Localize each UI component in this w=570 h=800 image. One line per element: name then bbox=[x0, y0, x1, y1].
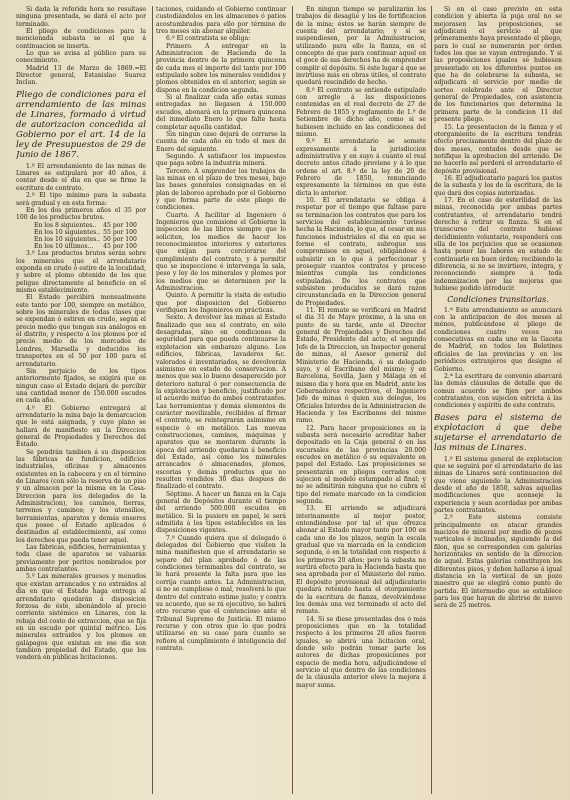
paragraph: Si al finalizar cada año estas sumas entregadas no llegasen á 150.000 escudos, abonará en la primera quincena del inmediato Enero lo que falte hasta completar aquella cantidad. bbox=[156, 94, 286, 131]
paragraph: Segundo. A satisfacer los impuestos que paga sobre la industria minera. bbox=[156, 152, 286, 168]
paragraph: 7.º Cuando quiera que el delegado ó delegados del Gobierno que visiten la mina manifiesten que el arrendatario se separe del plan aprobado ó de las condiciones terminantes del contrato, se le hará presente la falta para que las corrija cuanto antes. La Administracion, si no se cumpliese ó mal, resolverá lo que dentro del contrato estime justo; y contra su acuerdo, que se rá ejecutivo, no habrá otro recurso que el contencioso ante el Tribunal Supremo de Justicia. El mismo recurso y con otros que lo que podrá utilizarse en su caso para cuanto se refiere al cumplimiento é inteligencia del contrato. bbox=[156, 534, 286, 652]
schedule-value: 45 por 100 bbox=[103, 243, 137, 251]
paragraph: 1.º El sistema general de explotacion que se seguirá por el arrendatario de las minas de Linares será continuacion del que viene siguiendo la Administracion desde el año de 1850, salvas aquellas modificaciones que aconseje la experiencia y sean acordadas por ambas partes contratantes. bbox=[434, 455, 562, 514]
paragraph: 16. El adjudicatario pagará los gastos de la subasta y los de la escritura, de la que dará dos copias autorizadas. bbox=[434, 174, 562, 197]
paragraph: El pliego de condiciones para la mencionada subasta se el que á continuacion se inserta. bbox=[16, 28, 146, 50]
schedule-row bbox=[34, 243, 140, 250]
paragraph: 8.º El contrato se entiende estipulado con arreglo á las disposiciones contenidas en el real decreto de 27 de Febrero de 1855 y reglamento de 1.º de Setiembre de dicho año, como si se hubiesen incluido en las condiciones del mismo. bbox=[296, 86, 426, 138]
rate-schedule bbox=[34, 222, 140, 251]
column-rule bbox=[292, 6, 293, 794]
column-2 bbox=[156, 6, 286, 796]
paragraph: 2.º El tipo mínimo para la subasta será gradual y en esta forma: bbox=[16, 192, 146, 207]
paragraph: Cuarto. A facilitar al Ingeniero ó Ingenieros que comisione el Gobierno la inspeccion de las libros siempre que lo soliciten, los medios de hacer los reconocimientos interiores y exteriores que exijan para cerciorarse del cumplimiento del contrato, y á permitir que se inspeccione é intervenga la sala, peso y ley de los minerales y plomos por los medios que se determinen por la Administracion. bbox=[156, 211, 286, 293]
paragraph: 12. Para hacer proposiciones en la subasta será necesario acreditar haber depositado en la Caja general ó en las sucursales de las provincias 20.000 escudos en metálico ó su equivalente en papel del Estado. Las proposiciones se presentarán en pliegos cerrados con sujecion al modelo estampado al final; y no se admitirán ninguna que no cubra el tipo del remate marcado en la condicion segunda. bbox=[296, 424, 426, 506]
paragraph: Sexto. A devolver las minas al Estado finalizado que sea el contrato, en sólo desagradas, sino en condiciones de seguridad para que pueda continuarse la explotacion sin embarazo alguno. Los edificios, fábricas, lavaderos &c. valorados é inventariados, se devolverán asimismo en estado de conservacion. A menos que sea lo bueno desaperecido por deterioro natural ó por consecuencia de la explotacion y beneficio, justificado por el acuerdo mútuo de ambos contratantes. Las herramientas y demás elementos de carácter movilizable, recibidos al firmar el contrato, se reintegrarán asimismo en especie ó en metálico. Las nuevas construcciones, caminos, máquinas y aparatos que se montaren durante la época del arriendo quedarán á beneficio del Estado, así como los minerales arrancados ó almacenados, plomos, escorias y demás productos que no resulten vendidos 30 dias despues de finalizado el contrato. bbox=[156, 314, 286, 491]
paragraph: Sin perjuicio de los tipos anteriormente fijados, se exigirá que en ningun caso el Estado dejará de percibir una cantidad menor de 150.000 escudos en cada año. bbox=[16, 367, 146, 405]
paragraph: 11. El remate se verificará en Madrid el dia 31 de Mayo próximo, á la una en punto de su tarde, ante el Director general de Propiedades y Derechos del Estado, Presidente del acto; el segundo Jefe de la Direccion, un Inspector general de minas, el Asesor general del Ministerio de Hacienda, ó su delegado suyo, y el Escribano del mismo; y en Barcelona, Sevilla, Jaen y Málaga en el mismo dia y hora que en Madrid, ante los Gobernadores respectivos, el Ingeniero Jefe de minas ó quien sus delegue, los Oficiales Interdes de la Administracion de Hacienda y los Escribanos del mismo ramo. bbox=[296, 307, 426, 425]
paragraph: Primero. A entregar en la Administracion de Hacienda de la provincia dentro de la primera quincena de cada mes el importe del tanto por 100 estipulado sobre los minerales vendidos y plomos obtenidos en el anterior, según se dispone en la condicion segunda. bbox=[156, 42, 286, 94]
paragraph: Si en el caso previsto en esta condicion y abierta la puja oral no se mejorasen las proposiciones, se adjudicará el servicio al que primeramente haya presentado el pliego, para lo cual se numerarán por órden todos los que se vayan entregando. Y si las proposiciones iguales se hubiesen presentado en los diferentes puntos en que ha de celebrarse la subasta, se adjudicará el servicio por medio de sorteo celebrado ante el Director general de Propiedades, con asistencia de los funcionarios que determina la primera parte de la condicion 11 del presente pliego. bbox=[434, 6, 562, 124]
section-heading: Pliego de condiciones para el arrendamiento de las minas de Linares, formado á virtud de autorizacion concedida al Gobierno por el art. 14 de la ley de Presupuestos de 29 de Junio de 1867. bbox=[16, 89, 146, 160]
signature-line: Madrid 13 de Marzo de 1869.=El Director general, Estanislao Suarez Inclan. bbox=[16, 64, 146, 87]
column-4 bbox=[434, 6, 562, 796]
column-3 bbox=[296, 6, 426, 796]
paragraph: 5.º Las minerales gruesos y menudos que existan arrancados y no extraidos al dia en que el Estado haga entrega al arrendatario quedarán á disposicion forzosa de éste, abonándolo al precio corriente sistémico en Linares, con la rebaja del costo de extraccion, que se fija en un escudo por quintal métrico. Los minerales extraidos y los plomos en galápagos que existan en ese dia son tambien propiedad del Estado, que los venderá en públicas licitaciones. bbox=[16, 573, 146, 662]
section-subheading: Condiciones transitorias. bbox=[447, 295, 549, 305]
paragraph: 14. Si se diese presentadas dos ó más proposiciones que en la totalidad respecto á los primeros 20 años fueren iguales, se abrirá una licitacion oral, donde solo podrán tomar parte los autores de dichas proposiciones por espacio de media hora, adjudicándose el servicio al que dentro de las condiciones de la cláusula anterior eleve la mejora á mayor suma. bbox=[296, 615, 426, 689]
schedule-value: 45 por 100 bbox=[103, 221, 137, 229]
paragraph: 9.º El arrendatario se somete expresamente á la jurisdiccion administrativa y en suyo á cuanto el real decreto antes citado previene y á lo que ordene el art. 8.º de la ley de 20 de Febrero de 1850, renunciando expresamente la términos en que éste dicta lo anterior. bbox=[296, 138, 426, 197]
paragraph: Sin ningun caso dejará de cerrarse la cuenta de cada año en todo el mes de Enero del siguiente. bbox=[156, 130, 286, 153]
paragraph: Si dada la referida hora no resultase ninguna presentada, se dará el acto por terminado. bbox=[16, 6, 146, 28]
schedule-range: En los 10 siguientes.. bbox=[34, 235, 101, 243]
paragraph: 3.º Los productos brutos serán sobre los minerales que el arrendatario exponda en crudo ó estire de la localidad, y sobre el plomo obtenido de los que peligue directamente al beneficio en el mismo establecimiento. bbox=[16, 250, 146, 295]
paragraph: En los dos primeros años el 35 por 100 de los productos brutos. bbox=[16, 206, 146, 222]
schedule-value: 55 por 100 bbox=[103, 228, 137, 236]
paragraph: Lo que se avisa al público para su conocimiento. bbox=[16, 50, 146, 65]
paragraph: El Estado percibirá mensualmente este tanto por 100, siempre en metálico, sobre los minerales de todas clases que se expendan ó estiren en crudo, según el precio medio que tengan sus análogos en el distrito, y respecto á los plomos por el precio medio de los mercados de Londres, Marsella y deducidos los transportes en el 50 por 100 para el arrendatario. bbox=[16, 294, 146, 368]
schedule-value: 50 por 100 bbox=[103, 235, 137, 243]
paragraph: taciones, cuidando el Gobierno continuar custodiándolos en los almacenes ó patios acostumbrados para ello por término de tres meses sin abonar alquiler. bbox=[156, 6, 286, 36]
paragraph: 10. El arrendatario se obliga á respetar por el tiempo que faltase para su terminacion los contratos que para los servicios del establecimiento tuviese hecha la Hacienda, lo que, al cesar en sus funciones industriales el dia en que se forme el contrato, subrogue sus compromisos en aquel, obligándose á subsistir en lo que á perfeccionar y proseguir cuantos contratos y proceso mientras cumpla las condiciones estipuladas. De los contratos que subsisten producidos se dará razon circunstanciada en la Direccion general de Propiedades. bbox=[296, 196, 426, 307]
schedule-row bbox=[34, 222, 140, 229]
paragraph: 2.ª La escritura de convenio abarcará las demás cláusulas de detalle que de comun acuerdo se fijen por ambos contratantes, con sujecion estricta á las condiciones y espíritu de este contrato. bbox=[434, 372, 562, 410]
paragraph: 13. El arriendo se adjudicará interinamente al mejor postor, entendiéndose por tal el que ofrezca abonar al Estado mayor tanto por 100 en cada uno de los plazos, según la escala gradual que va marcada en la condicion segunda, ó en la totalidad con respecto á los primeros 20 años; pero la subasta no surtirá efecto para la Hacienda hasta que sea aprobada por el Ministerio del ramo. El depósito provisional del adjudicatario quedará retenido hasta el otorgamiento de la escritura de fianza, devolviéndose los demás una vez terminado el acto del remate. bbox=[296, 505, 426, 616]
paragraph: Se pondrán tambien á su disposicion las fábricas de fundicion, edificios industriales, oficinas y almacenes existentes en la cabecera y en el término de Linares (con sólo la reserva de un piso y un almacen por la misma en la Casa-Direccion para los delegados de la Administracion), los caminos, tierras, terrenos y caminos; y los utensilios, herramientas, aparatos y demás enseres que posee el Estado aplicados ó destinados al establecimiento, así como los derechos que pueda tener aquel. bbox=[16, 448, 146, 544]
paragraph: 6.º El contratista se obliga: bbox=[166, 35, 251, 43]
paragraph: En ningun tiempo se paralizarán los trabajos de desagüe y los de fortificacion de la mina; éstos se harán siempre de cuenta del arrendatario; y si se suspendiesen, por la Administracion, utilizando para ello la fianza, en el concepto de que para continuar aquel en el goce de sus derechos ha de emprender complir el depósito. Si éste lugar á que se invirtiese más en obras útiles, el contrato quedará rescindido de hecho. bbox=[296, 6, 426, 87]
paragraph: 2.º Este sistema consiste principalmente en atacar grandes macizos de mineral por medio de pozos verticales é inclinados, siguiendo la del filon, que se corresponden con galerías horizontales en sentido de la direccion de aquel. Estas galerías constituyen los diferentes pisos, y deben hallarse á igual distancia en la vertical de un pozo maestro que se elegirá como punto de partida. El intermedio que se establece para los que hayan de abrirse de nuevo será de 25 metros. bbox=[434, 514, 562, 610]
paragraph: Tercero. A emprender los trabajos de las minas en el plazo de tres meses, bajo las bases generales consignadas en el plan de laboreo aprobado por el Gobierno y que forma parte de este pliego de condiciones. bbox=[156, 167, 286, 212]
paragraph: 1.º El arrendamiento de las minas de Linares se estipulará por 40 años, á contar desde el dia en que se firme la escritura de contrato. bbox=[16, 162, 146, 192]
paragraph: 17. En el caso de esterilidad de las minas, reconocida por ambas partes contratantes, el arrendatario tendrá derecho á retirar su fianza. Si en el transcurso del contrato hubiese decidimiento voluntario, responderá con ella de los perjuicios que se ocasionen hasta poner las labores en estado de continuarlo en buen órden; recibiendo la diferencia, si no se invirtiere, íntegra, y reconociendo siempre á toda indemnizacion por las mejoras que hubiese podido introducir. bbox=[434, 196, 562, 293]
schedule-range: En los 10 siguientes.. bbox=[34, 228, 101, 236]
paragraph: 15. La presentacion de la fianza y el otorgamiento de la escritura tendrán efecto precisamente dentro del plazo de dos meses, contados desde que se notifique la aprobacion del arriendo. De no hacerlo así perderá el arrendatario el depósito provisional. bbox=[434, 123, 562, 175]
paragraph: Quinto. A permitir la visita de estudio que por disposicion del Gobierno verifiquen los Ingenieros en prácticas. bbox=[156, 292, 286, 315]
paragraph: 4.º El Gobierno entregará al arrendatario la mina bajo la demarcacion que le está asignada, y cuyo plano se hallará de manifiesto en la Direccion general de Propiedades y Derechos del Estado. bbox=[16, 404, 146, 449]
column-rule bbox=[431, 6, 432, 794]
column-1 bbox=[16, 6, 146, 796]
section-heading: Bases para el sistema de explotacion á que debe sujetarse el arrendatario de las minas de Linares. bbox=[434, 412, 562, 453]
schedule-row bbox=[34, 236, 140, 243]
column-rule bbox=[152, 6, 153, 794]
schedule-row bbox=[34, 229, 140, 236]
schedule-range: En los 8 siguientes.. bbox=[34, 221, 97, 229]
paragraph: 1.ª Este arrendamiento se anunciará con la anticipacion de dos meses al ménos, publicándose el pliego de condiciones cuatro veces no consecutivas en cada uno en la Gaceta de Madrid, en todos los Boletines oficiales de las provincias y en los periódicos extranjeros que designe el Gobierno. bbox=[434, 306, 562, 373]
paragraph: Séptimo. A hacer un fianza en la Caja general de Depósitos durante el tiempo del arriendo 500.000 escudos en metálico. Si la pusiere en papel, le será admitida á los tipos establecidos en las disposiciones vigentes. bbox=[156, 490, 286, 535]
schedule-range: En los 10 últimos... bbox=[34, 243, 94, 251]
paragraph: Las fábricas, edificios, herramientas y toda clase de aparatos se valuarán previamente por peritos nombrados por ambas contratantes. bbox=[16, 544, 146, 574]
